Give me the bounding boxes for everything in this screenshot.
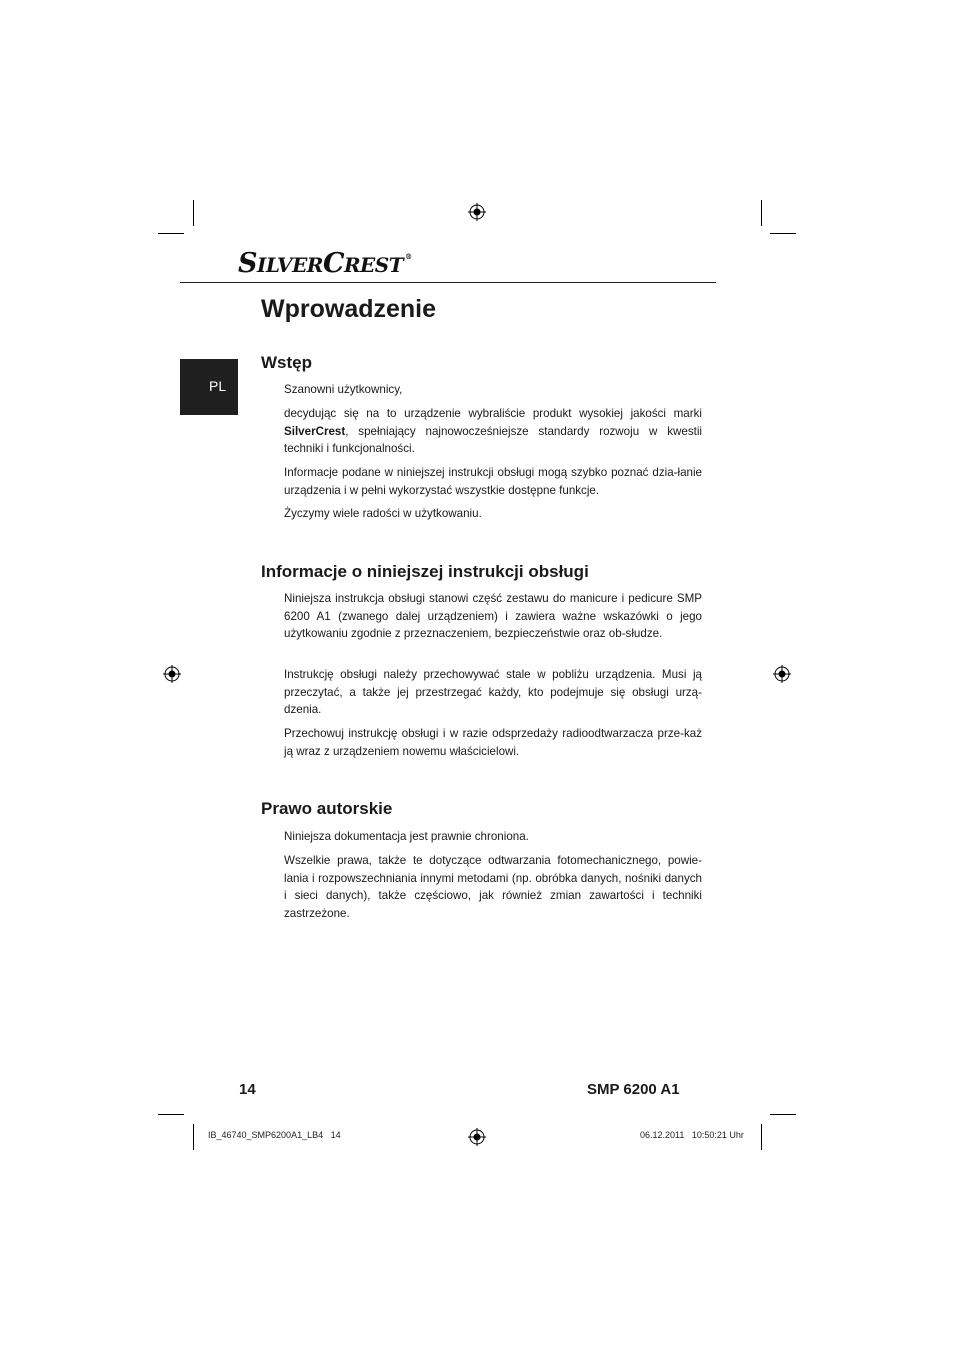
crop-mark [770, 233, 796, 234]
section-heading-copyright: Prawo autorskie [261, 799, 393, 818]
intro-greeting: Szanowni użytkownicy, [284, 383, 403, 396]
logo-letters: REST [343, 253, 404, 277]
crop-mark [761, 1124, 762, 1150]
crop-mark [158, 1114, 184, 1115]
crop-mark [193, 200, 194, 226]
intro-paragraph [284, 405, 702, 458]
section-heading-manual-info: Informacje o niniejszej instrukcji obsługi [261, 562, 589, 581]
registration-mark-icon [468, 203, 486, 221]
section-heading-intro: Wstęp [261, 353, 312, 372]
intro-text: , spełniający najnowocześniejsze standardy rozwoju w kwestii techniki i funkcjonalności. [284, 424, 702, 456]
print-slug-file: IB_46740_SMP6200A1_LB4 14 [208, 1130, 341, 1140]
copyright-paragraph: Niniejsza dokumentacja jest prawnie chroniona. [284, 830, 529, 843]
print-slug-date: 06.12.2011 10:50:21 Uhr [640, 1130, 744, 1140]
model-number: SMP 6200 A1 [587, 1081, 680, 1098]
crop-mark [770, 1114, 796, 1115]
manual-info-paragraph: Instrukcję obsługi należy przechowywać stale w pobliżu urządzenia. Musi ją przeczytać, a także jej przestrzegać każdy, kto podejmuje się obsługi urzą-dzenia. [284, 668, 702, 717]
page-number: 14 [239, 1081, 256, 1098]
header-rule [180, 282, 716, 283]
registration-mark-icon [163, 665, 181, 683]
language-tab [180, 359, 238, 415]
language-tab-label: PL [209, 378, 227, 394]
page-title: Wprowadzenie [261, 295, 437, 323]
crop-mark [193, 1124, 194, 1150]
intro-paragraph: Życzymy wiele radości w użytkowaniu. [284, 507, 482, 520]
intro-text: decydując się na to urządzenie wybraliście produkt wysokiej jakości marki [284, 407, 702, 420]
logo-letters: ILVER [257, 253, 323, 277]
logo-letter: C [322, 248, 344, 279]
brand-name: SilverCrest [284, 424, 346, 438]
manual-info-paragraph: Niniejsza instrukcja obsługi stanowi część zestawu do manicure i pedicure SMP 6200 A1 (zwanego dalej urządzeniem) i zawiera ważne wskazówki o jego użytkowaniu zgodnie z przeznaczeniem, bezpieczeństwie oraz ob-słudze. [284, 592, 702, 641]
registration-mark-icon [773, 665, 791, 683]
crop-mark [158, 233, 184, 234]
logo-letter: S [238, 248, 257, 279]
crop-mark [761, 200, 762, 226]
registered-mark: ® [405, 252, 412, 261]
brand-logo [238, 248, 410, 279]
intro-paragraph: Informacje podane w niniejszej instrukcji obsługi mogą szybko poznać dzia-łanie urządzenia i w pełni wykorzystać wszystkie dostępne funkcje. [284, 466, 702, 497]
manual-info-paragraph: Przechowuj instrukcję obsługi i w razie odsprzedaży radioodtwarzacza prze-każ ją wraz z urządzeniem nowemu właścicielowi. [284, 727, 702, 758]
copyright-paragraph: Wszelkie prawa, także te dotyczące odtwarzania fotomechanicznego, powie-lania i rozpowszechniania innymi metodami (np. obróbka danych, nośniki danych i sieci danych), także częściowo, jak również zmian zawartości i techniki zastrzeżone. [284, 854, 702, 920]
registration-mark-icon [468, 1128, 486, 1146]
